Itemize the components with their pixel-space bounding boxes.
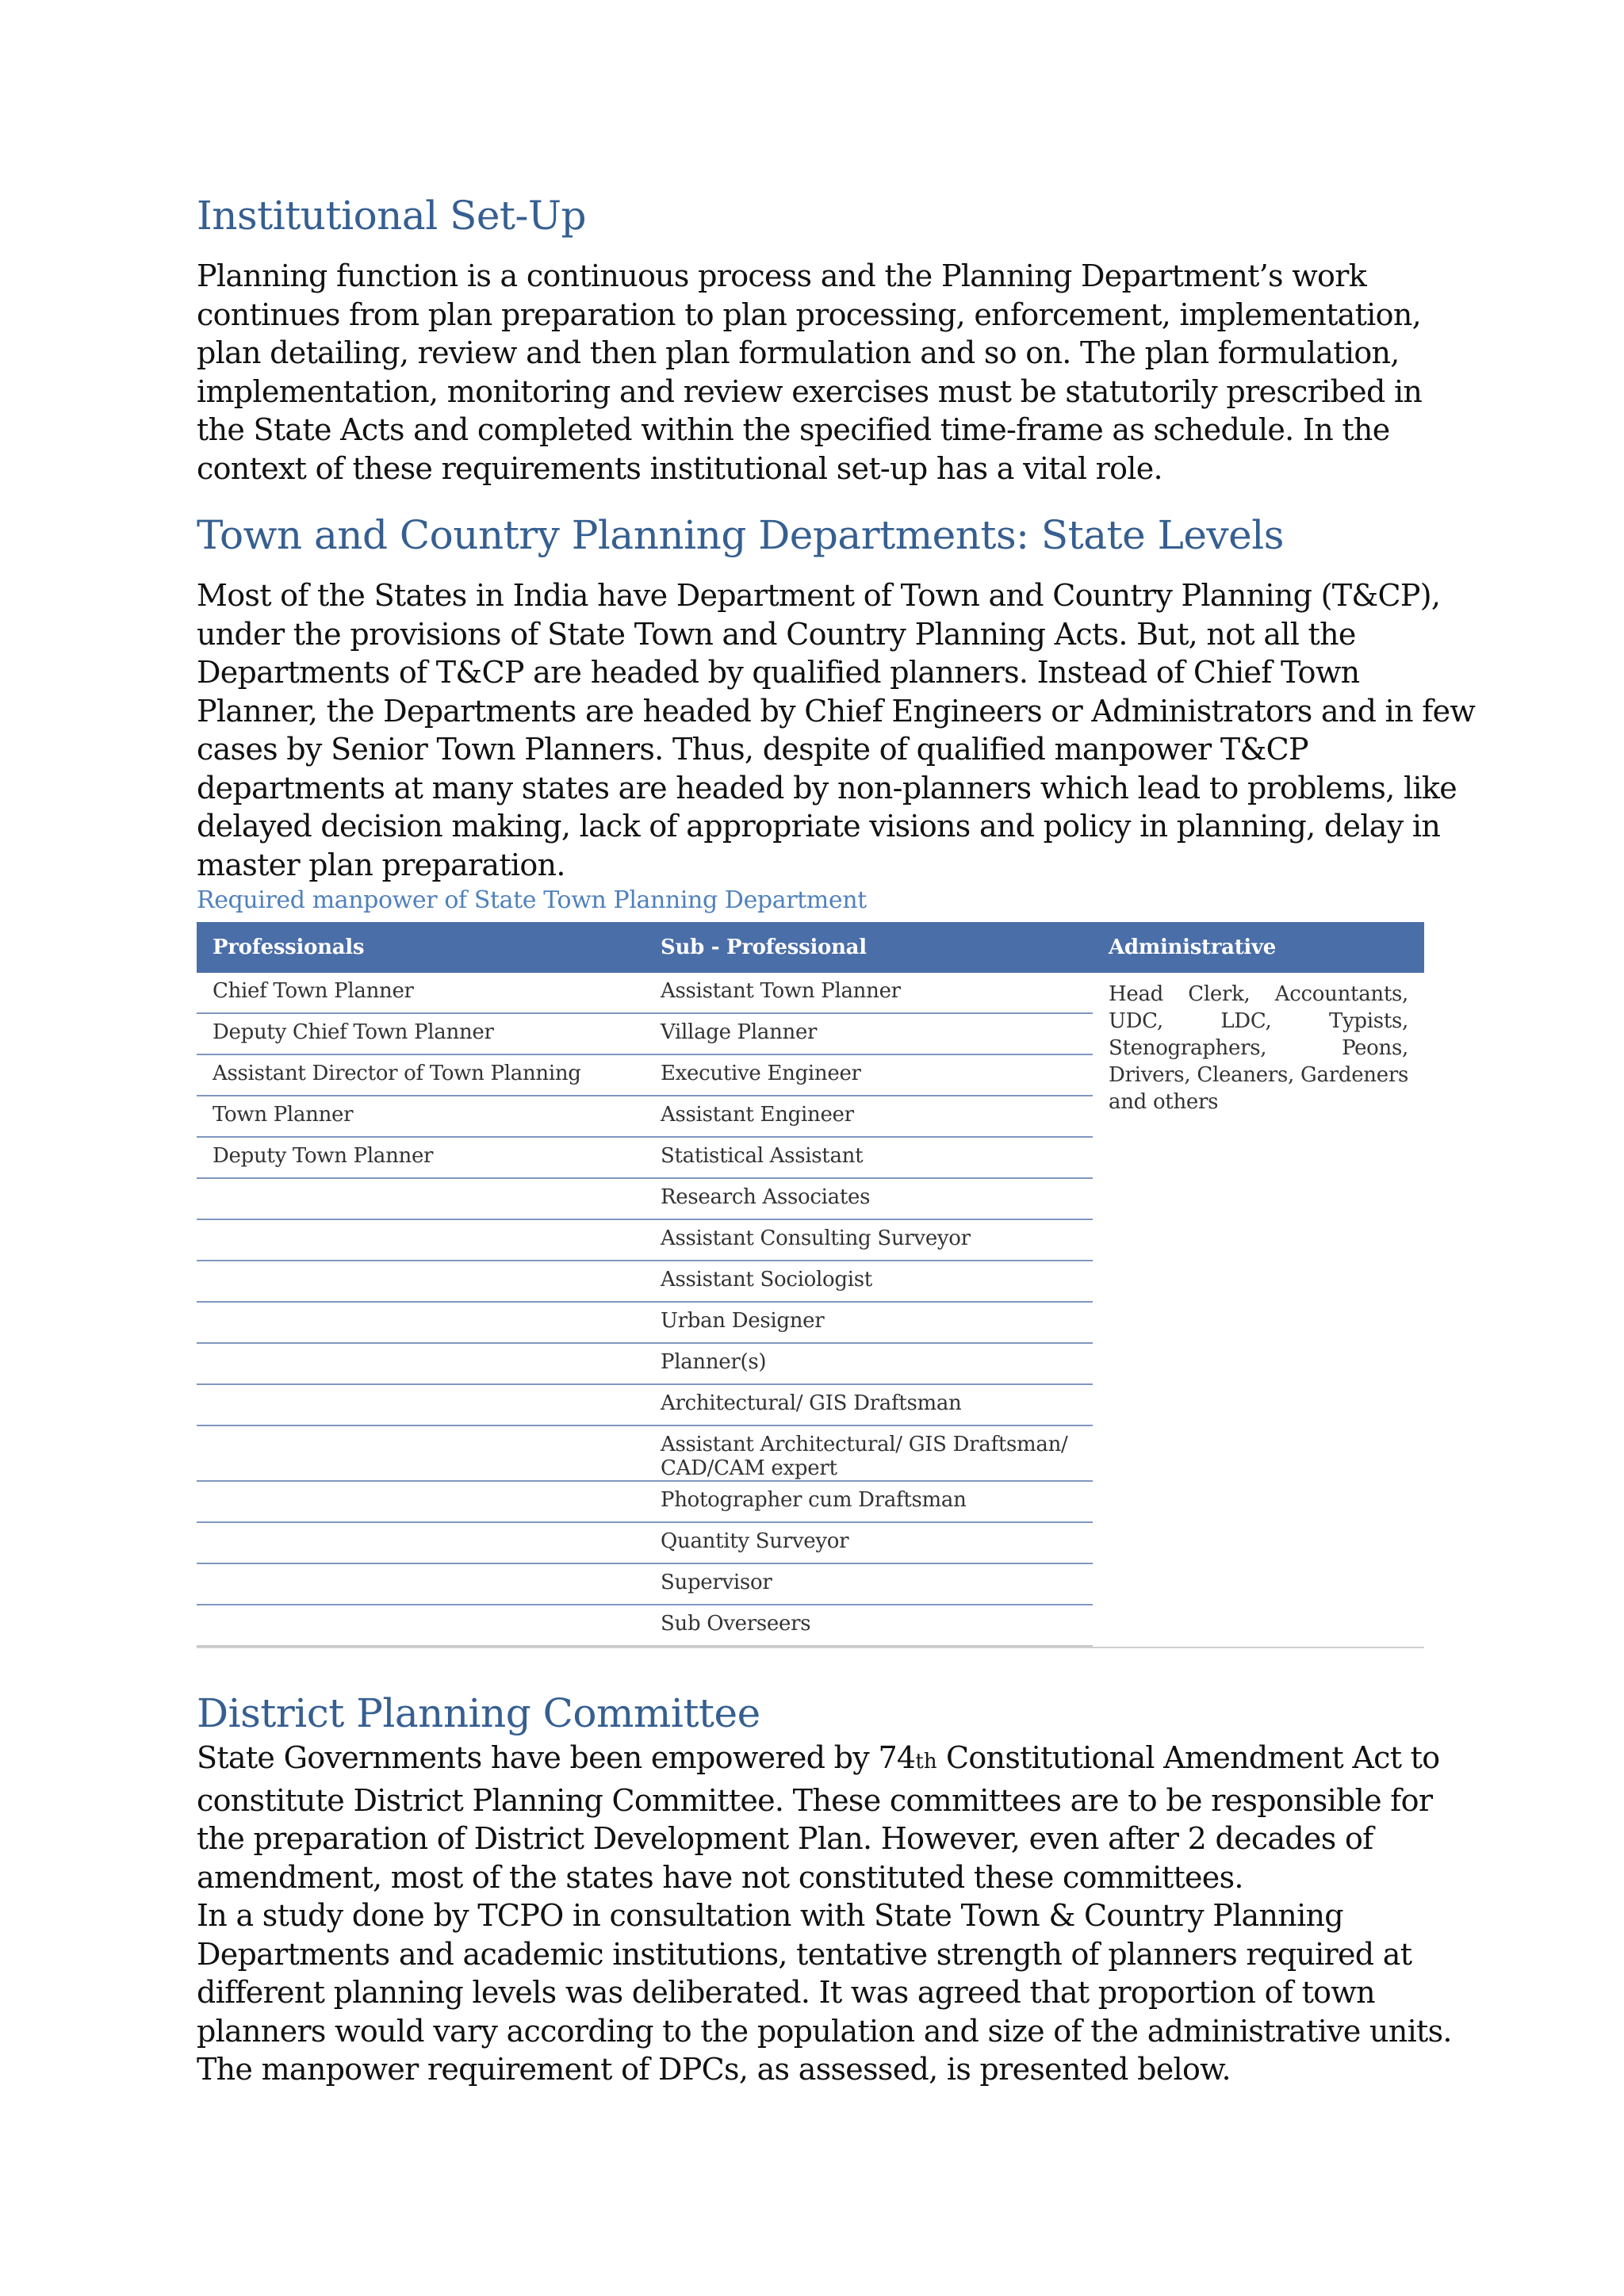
paragraph-line: Planning function is a continuous process and the Planning Department’s work bbox=[197, 258, 1367, 293]
cell-sub-professional: Architectural/ GIS Draftsman bbox=[645, 1384, 1093, 1425]
cell-sub-professional: Urban Designer bbox=[645, 1302, 1093, 1343]
paragraph-line: different planning levels was deliberated. It was agreed that proportion of town bbox=[197, 1975, 1375, 2010]
column-header-administrative: Administrative bbox=[1093, 922, 1424, 973]
cell-professional: Assistant Director of Town Planning bbox=[197, 1054, 645, 1096]
paragraph-line: context of these requirements institutional set-up has a vital role. bbox=[197, 450, 1162, 486]
paragraph-institutional bbox=[197, 257, 1434, 488]
cell-sub-professional: Assistant Engineer bbox=[645, 1096, 1093, 1137]
table-body bbox=[197, 973, 1424, 1646]
paragraph-line: under the provisions of State Town and Country Planning Acts. But, not all the bbox=[197, 616, 1356, 652]
cell-administrative: Head Clerk, Accountants, UDC, LDC, Typists, Stenographers, Peons, Drivers, Cleaners, Gardeners and others bbox=[1109, 982, 1408, 1114]
cell-sub-professional: Village Planner bbox=[645, 1013, 1093, 1054]
cell-professional bbox=[197, 1302, 645, 1343]
table-row bbox=[197, 973, 1424, 1013]
paragraph-line bbox=[197, 1739, 1440, 1781]
cell-professional bbox=[197, 1481, 645, 1522]
paragraph-line: Departments of T&CP are headed by qualified planners. Instead of Chief Town bbox=[197, 655, 1360, 690]
manpower-table bbox=[197, 922, 1424, 1647]
cell-professional bbox=[197, 1425, 645, 1481]
paragraph-line: implementation, monitoring and review exercises must be statutorily prescribed in bbox=[197, 373, 1423, 409]
paragraph-line: amendment, most of the states have not constituted these committees. bbox=[197, 1859, 1243, 1895]
cell-professional: Chief Town Planner bbox=[197, 973, 645, 1013]
paragraph-line: cases by Senior Town Planners. Thus, despite of qualified manpower T&CP bbox=[197, 732, 1308, 767]
cell-professional: Deputy Chief Town Planner bbox=[197, 1013, 645, 1054]
page-content bbox=[197, 190, 1476, 2089]
paragraph-line: In a study done by TCPO in consultation with State Town & Country Planning bbox=[197, 1898, 1343, 1933]
text-run: State Governments have been empowered by 74 bbox=[197, 1740, 916, 1775]
cell-sub-professional: Assistant Sociologist bbox=[645, 1261, 1093, 1302]
paragraph-line: planners would vary according to the population and size of the administrative units. bbox=[197, 2013, 1452, 2049]
heading-district-planning-committee: District Planning Committee bbox=[197, 1690, 760, 1736]
table-bottom-rule bbox=[197, 1647, 1424, 1648]
paragraph-tcp bbox=[197, 576, 1476, 884]
paragraph-line: the State Acts and completed within the specified time-frame as schedule. In the bbox=[197, 412, 1390, 447]
cell-professional bbox=[197, 1178, 645, 1219]
column-header-professionals: Professionals bbox=[197, 922, 645, 973]
heading-institutional-setup: Institutional Set-Up bbox=[197, 193, 587, 239]
paragraph-dpc bbox=[197, 1739, 1452, 2089]
paragraph-line: departments at many states are headed by non-planners which lead to problems, like bbox=[197, 770, 1457, 806]
heading-tcp-state-levels: Town and Country Planning Departments: State Levels bbox=[197, 512, 1284, 558]
cell-professional bbox=[197, 1563, 645, 1605]
paragraph-line: continues from plan preparation to plan processing, enforcement, implementation, bbox=[197, 297, 1421, 332]
cell-professional bbox=[197, 1605, 645, 1646]
cell-professional: Deputy Town Planner bbox=[197, 1137, 645, 1178]
cell-sub-professional: Photographer cum Draftsman bbox=[645, 1481, 1093, 1522]
cell-professional bbox=[197, 1522, 645, 1563]
paragraph-line: constitute District Planning Committee. These committees are to be responsible for bbox=[197, 1782, 1433, 1818]
paragraph-line: Departments and academic institutions, tentative strength of planners required at bbox=[197, 1936, 1412, 1972]
cell-sub-professional: Statistical Assistant bbox=[645, 1137, 1093, 1178]
cell-sub-professional: Assistant Town Planner bbox=[645, 973, 1093, 1013]
cell-sub-professional: Assistant Consulting Surveyor bbox=[645, 1219, 1093, 1261]
paragraph-line: the preparation of District Development Plan. However, even after 2 decades of bbox=[197, 1821, 1373, 1856]
cell-sub-professional: Research Associates bbox=[645, 1178, 1093, 1219]
paragraph-line: delayed decision making, lack of appropriate visions and policy in planning, delay in bbox=[197, 809, 1441, 844]
cell-sub-professional: Quantity Surveyor bbox=[645, 1522, 1093, 1563]
table-caption: Required manpower of State Town Planning Department bbox=[197, 886, 867, 914]
cell-sub-professional: Supervisor bbox=[645, 1563, 1093, 1605]
paragraph-line: plan detailing, review and then plan formulation and so on. The plan formulation, bbox=[197, 335, 1400, 370]
ordinal-suffix: th bbox=[915, 1750, 937, 1774]
paragraph-line: Most of the States in India have Department of Town and Country Planning (T&CP), bbox=[197, 578, 1441, 613]
column-header-sub-professional: Sub - Professional bbox=[645, 922, 1093, 973]
cell-sub-professional: Executive Engineer bbox=[645, 1054, 1093, 1096]
cell-professional bbox=[197, 1343, 645, 1384]
cell-professional: Town Planner bbox=[197, 1096, 645, 1137]
text-run: Constitutional Amendment Act to bbox=[936, 1740, 1440, 1775]
paragraph-line: The manpower requirement of DPCs, as assessed, is presented below. bbox=[197, 2052, 1231, 2087]
cell-professional bbox=[197, 1261, 645, 1302]
paragraph-line: master plan preparation. bbox=[197, 847, 565, 882]
cell-sub-professional: Assistant Architectural/ GIS Draftsman/ CAD/CAM expert bbox=[645, 1425, 1093, 1481]
cell-professional bbox=[197, 1219, 645, 1261]
table-header-row bbox=[197, 922, 1424, 973]
cell-professional bbox=[197, 1384, 645, 1425]
cell-sub-professional: Planner(s) bbox=[645, 1343, 1093, 1384]
cell-sub-professional: Sub Overseers bbox=[645, 1605, 1093, 1646]
paragraph-line: Planner, the Departments are headed by Chief Engineers or Administrators and in few bbox=[197, 693, 1476, 729]
